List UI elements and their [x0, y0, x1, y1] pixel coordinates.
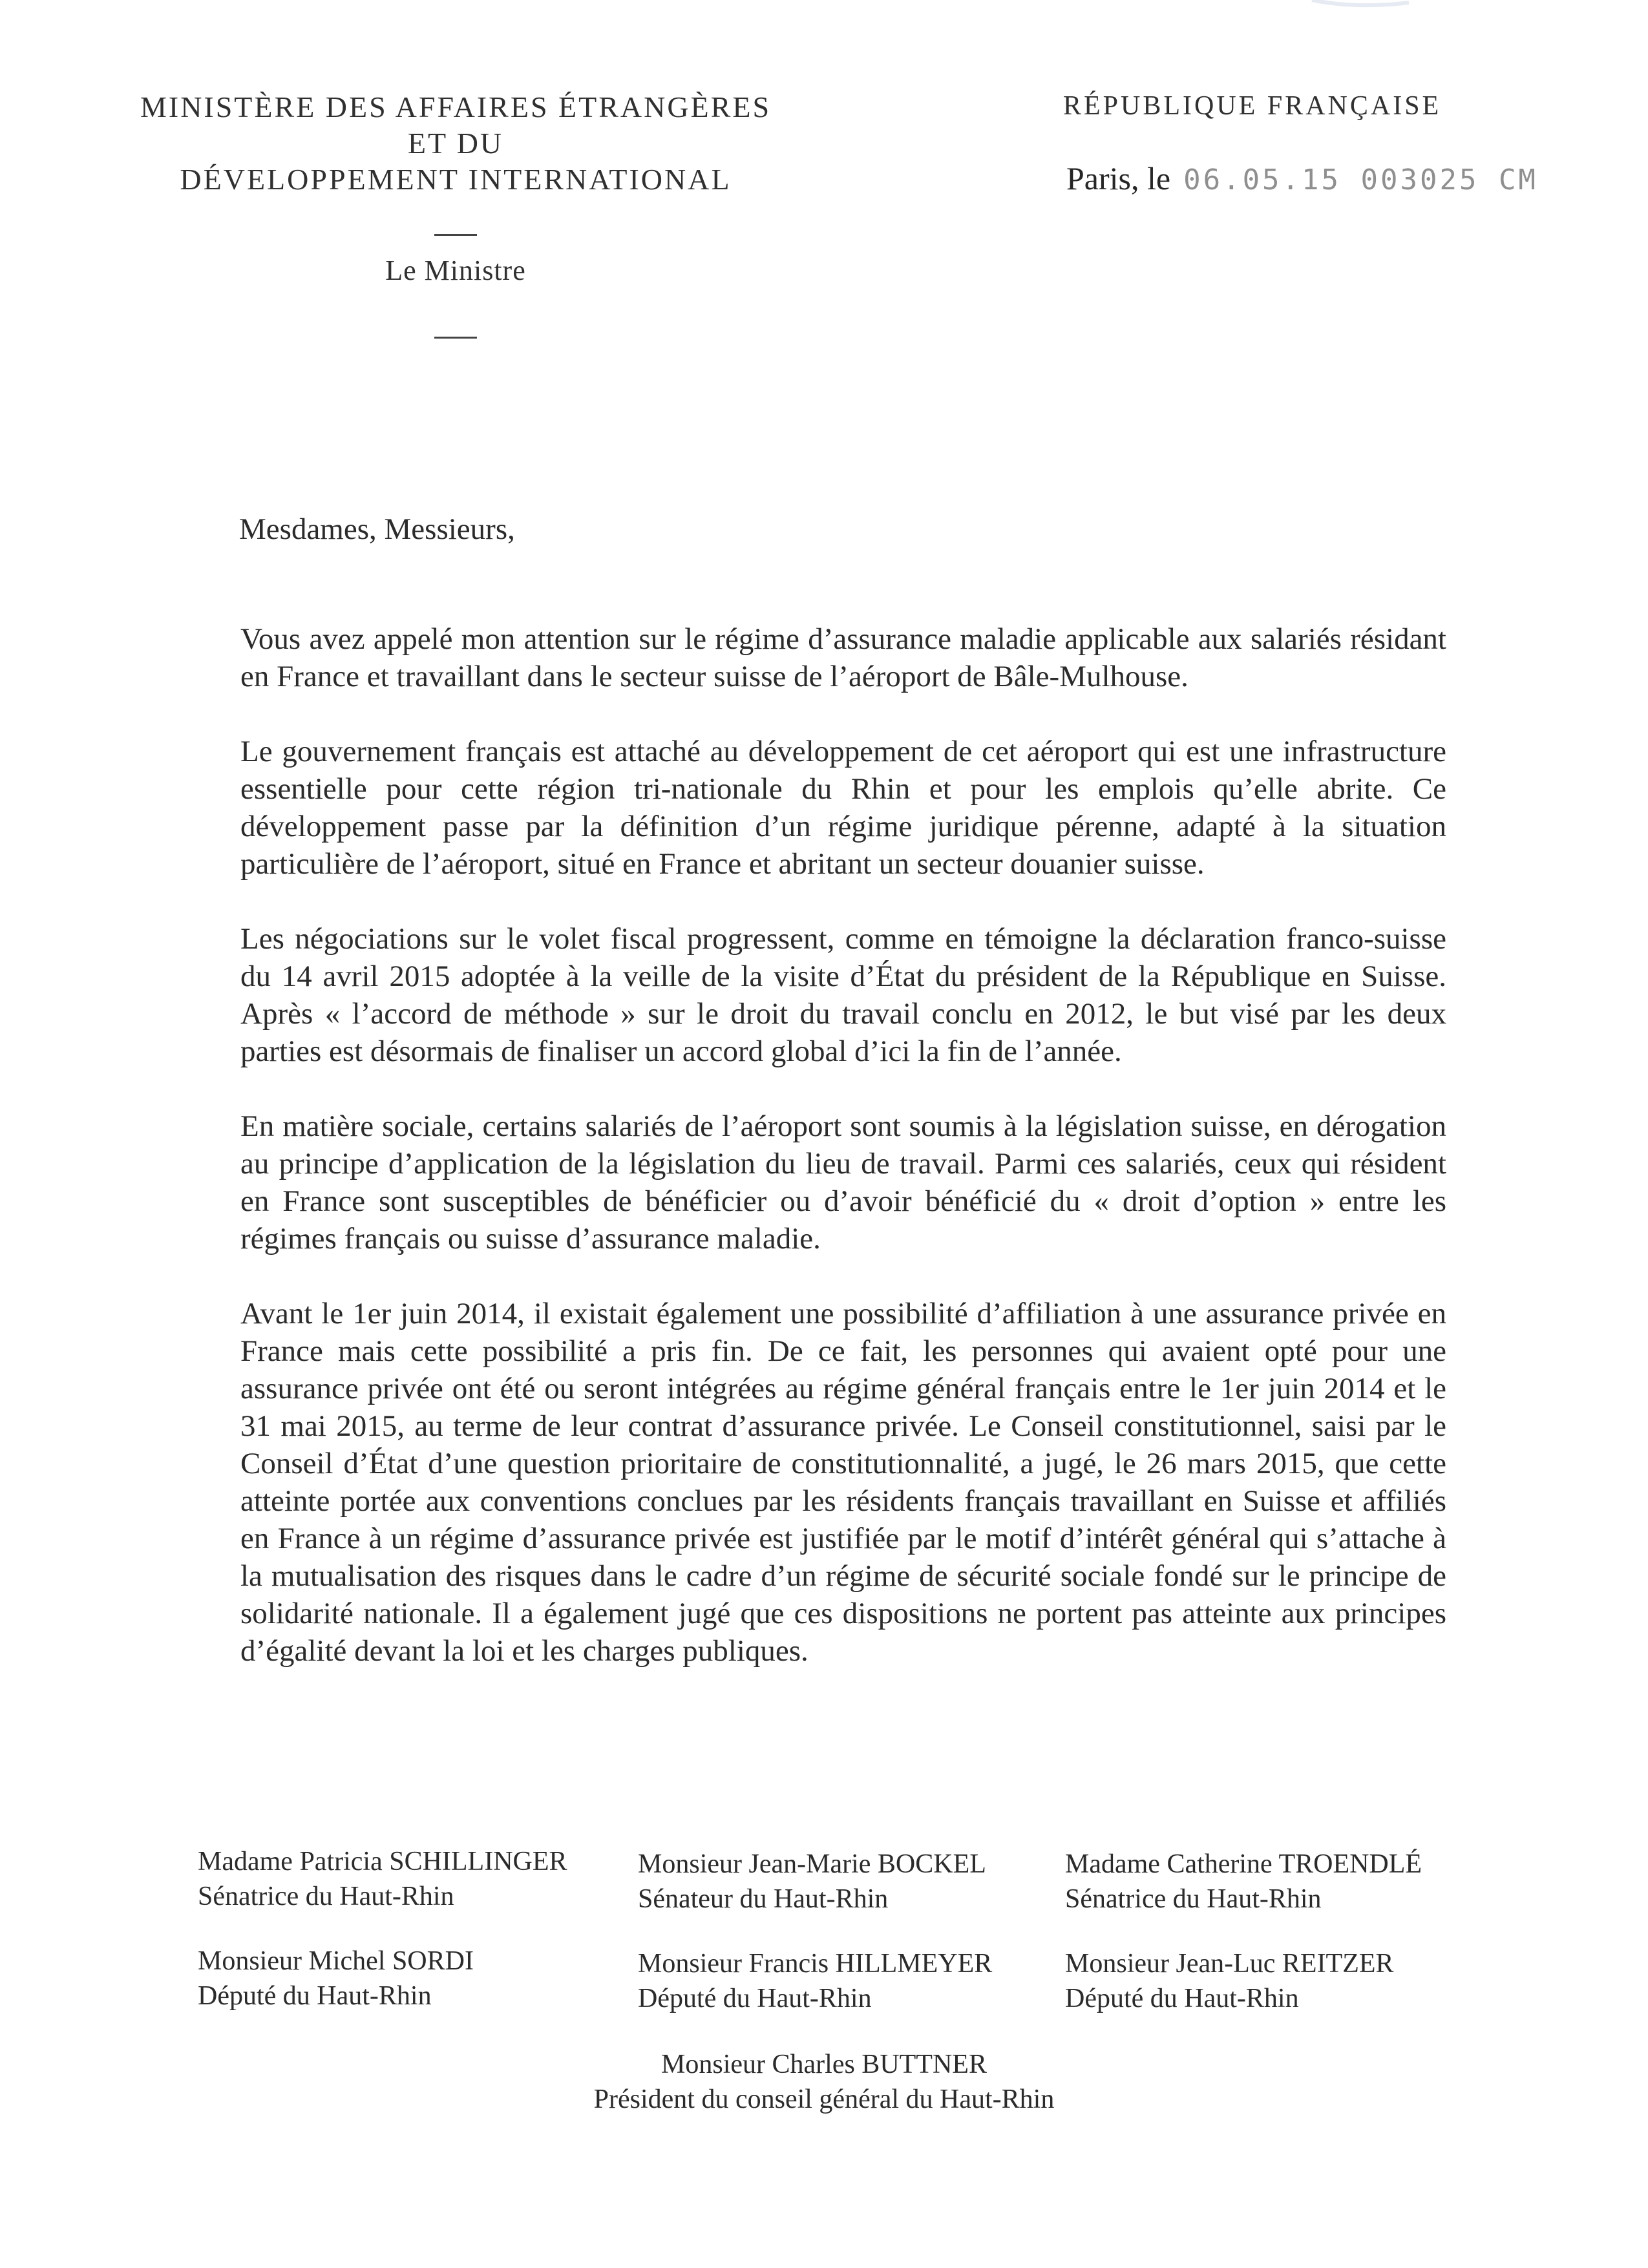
recipient-block [452, 2047, 1196, 2117]
date-stamp: 06.05.15 003025 CM [1183, 163, 1538, 196]
recipient-role: Député du Haut-Rhin [1065, 1984, 1299, 2013]
recipient-name: Monsieur Francis HILLMEYER [638, 1949, 993, 1979]
recipient-block [1065, 1847, 1422, 1916]
body-paragraph: Le gouvernement français est attaché au développement de cet aéroport qui est une infrastructure essentielle pour cette région tri-nationale du Rhin et pour les emplois qu’elle abrite. Ce développement passe par la définition d’un régime juridique pérenne, adapté à la situation particulière de l’aéroport, situé en France et abritant un secteur douanier suisse. [240, 735, 1446, 881]
recipient-name: Monsieur Charles BUTTNER [661, 2050, 987, 2079]
body-paragraph: Les négociations sur le volet fiscal progressent, comme en témoigne la déclaration franco-suisse du 14 avril 2015 adoptée à la veille de la visite d’État du président de la République en Suisse. Après « l’accord de méthode » sur le droit du travail conclu en 2012, le but visé par les deux parties est désormais de finaliser un accord global d’ici la fin de l’année. [240, 922, 1446, 1068]
header-divider [434, 234, 477, 236]
recipient-block [198, 1944, 474, 2013]
ministry-line: DÉVELOPPEMENT INTERNATIONAL [180, 163, 732, 196]
recipient-name: Monsieur Jean-Marie BOCKEL [638, 1849, 986, 1879]
recipient-role: Sénateur du Haut-Rhin [638, 1884, 889, 1914]
republic-heading: RÉPUBLIQUE FRANÇAISE [1063, 91, 1442, 121]
recipient-role: Sénatrice du Haut-Rhin [1065, 1884, 1322, 1914]
recipient-name: Monsieur Michel SORDI [198, 1946, 474, 1976]
recipient-block [638, 1847, 986, 1916]
recipient-role: Député du Haut-Rhin [198, 1981, 432, 2011]
recipient-block [638, 1946, 992, 2016]
letter-body [240, 620, 1446, 1707]
recipient-role: Sénatrice du Haut-Rhin [198, 1882, 454, 1911]
recipient-role: Président du conseil général du Haut-Rhin [593, 2084, 1055, 2114]
date-line [1066, 160, 1538, 197]
body-paragraph: En matière sociale, certains salariés de l’aéroport sont soumis à la législation suisse, en dérogation au principe d’application de la législation du lieu de travail. Parmi ces salariés, ceux qui résident en France sont susceptibles de bénéficier ou d’avoir bénéficié du « droit d’option » entre les régimes français ou suisse d’assurance maladie. [240, 1109, 1446, 1255]
body-paragraph: Vous avez appelé mon attention sur le régime d’assurance maladie applicable aux salariés résidant en France et travaillant dans le secteur suisse de l’aéroport de Bâle-Mulhouse. [240, 622, 1446, 693]
recipient-name: Madame Catherine TROENDLÉ [1065, 1849, 1422, 1879]
recipient-block [198, 1844, 567, 1914]
recipient-name: Monsieur Jean-Luc REITZER [1065, 1949, 1394, 1979]
scan-artifacts [0, 0, 1648, 26]
recipient-role: Député du Haut-Rhin [638, 1984, 872, 2013]
date-prefix: Paris, le [1066, 160, 1171, 196]
ministry-line: MINISTÈRE DES AFFAIRES ÉTRANGÈRES [140, 90, 772, 123]
ministry-header [97, 89, 814, 339]
minister-label: Le Ministre [385, 255, 526, 286]
body-paragraph: Avant le 1er juin 2014, il existait également une possibilité d’affiliation à une assurance privée en France mais cette possibilité a pris fin. De ce fait, les personnes qui avaient opté pour une assurance privée ont été ou seront intégrées au régime général français entre le 1er juin 2014 et le 31 mai 2015, au terme de leur contrat d’assurance privée. Le Conseil constitutionnel, saisi par le Conseil d’État d’une question prioritaire de constitutionnalité, a jugé, le 26 mars 2015, que cette atteinte portée aux conventions conclues par les résidents français travaillant en Suisse et affiliés en France à un régime d’assurance privée est justifiée par le motif d’intérêt général qui s’attache à la mutualisation des risques dans le cadre d’un régime de sécurité sociale fondé sur le principe de solidarité nationale. Il a également jugé que ces dispositions ne portent pas atteinte aux principes d’égalité devant la loi et les charges publiques. [240, 1297, 1446, 1668]
ministry-line: ET DU [407, 127, 504, 160]
recipient-name: Madame Patricia SCHILLINGER [198, 1847, 567, 1876]
salutation: Mesdames, Messieurs, [239, 512, 515, 546]
header-divider [434, 337, 477, 339]
recipient-block [1065, 1946, 1394, 2016]
